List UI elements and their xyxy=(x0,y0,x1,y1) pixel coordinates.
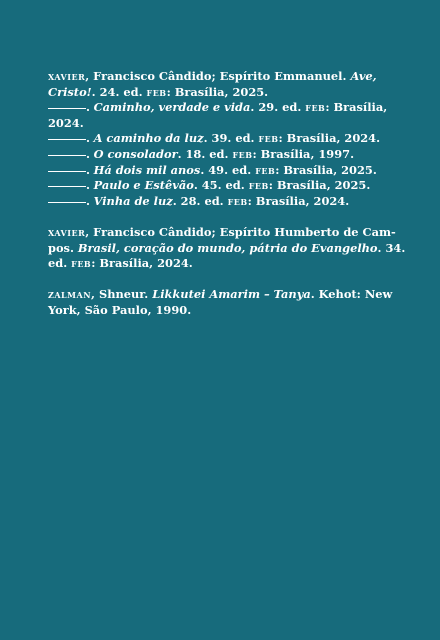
entry-line: Cristo!. 24. ed. feb: Brasília, 2025. xyxy=(48,84,269,99)
bibliography-entry-zalman xyxy=(48,287,398,318)
entry-line: York, São Paulo, 1990. xyxy=(48,302,192,317)
publisher: feb xyxy=(146,84,167,99)
work-title: Paulo e Estêvão xyxy=(93,178,194,193)
entry-line: . Vinha de luz. 28. ed. feb: Brasília, 2024. xyxy=(48,194,398,210)
entry-line: xavier, Francisco Cândido; Espírito Emmanuel. Ave, xyxy=(48,69,377,83)
work-title: Vinha de luz xyxy=(93,193,173,208)
work-title: A caminho da luz xyxy=(93,131,204,146)
work-title: Cristo! xyxy=(48,84,92,99)
publisher: feb xyxy=(71,256,92,271)
entry-line: . Caminho, verdade e vida. 29. ed. feb: Brasília, xyxy=(48,100,398,116)
entry-line: pos. Brasil, coração do mundo, pátria do Evangelho. 34. xyxy=(48,240,406,255)
repeat-author-dash xyxy=(48,154,86,156)
publisher: feb xyxy=(255,162,276,177)
entry-line: ed. feb: Brasília, 2024. xyxy=(48,256,193,271)
bibliography-entry-xavier-humberto xyxy=(48,224,406,272)
entry-line: 2024. xyxy=(48,115,84,130)
entry-line: zalman, Shneur. Likkutei Amarim – Tanya. Kehot: New xyxy=(48,287,393,302)
repeat-author-dash xyxy=(48,170,86,172)
repeat-author-dash xyxy=(48,185,86,187)
work-title: O consolador xyxy=(93,146,178,161)
publisher: feb xyxy=(232,146,253,161)
work-title: Likkutei Amarim – Tanya xyxy=(152,287,311,302)
work-title: Caminho, verdade e vida xyxy=(93,100,251,115)
entry-line: . O consolador. 18. ed. feb: Brasília, 1997. xyxy=(48,147,398,163)
author-surname: zalman xyxy=(48,287,92,302)
repeat-author-dash xyxy=(48,138,86,140)
repeat-author-dash xyxy=(48,201,86,203)
publisher: feb xyxy=(258,131,279,146)
entry-line: . Paulo e Estêvão. 45. ed. feb: Brasília, 2025. xyxy=(48,178,398,194)
entry-line: xavier, Francisco Cândido; Espírito Humberto de Cam- xyxy=(48,224,396,239)
work-title: Ave, xyxy=(350,69,377,83)
author-surname: xavier xyxy=(48,224,86,239)
publisher: feb xyxy=(248,178,269,193)
bibliography xyxy=(48,69,406,334)
bibliography-entry-xavier-emmanuel xyxy=(48,69,398,209)
work-title: Há dois mil anos xyxy=(93,162,201,177)
publisher: feb xyxy=(305,100,326,115)
repeat-author-dash xyxy=(48,107,86,109)
author-surname: xavier xyxy=(48,69,86,83)
publisher: feb xyxy=(227,193,248,208)
entry-line: . A caminho da luz. 39. ed. feb: Brasília, 2024. xyxy=(48,131,398,147)
work-title: Brasil, coração do mundo, pátria do Evangelho xyxy=(77,240,378,255)
entry-line: . Há dois mil anos. 49. ed. feb: Brasília, 2025. xyxy=(48,163,398,179)
